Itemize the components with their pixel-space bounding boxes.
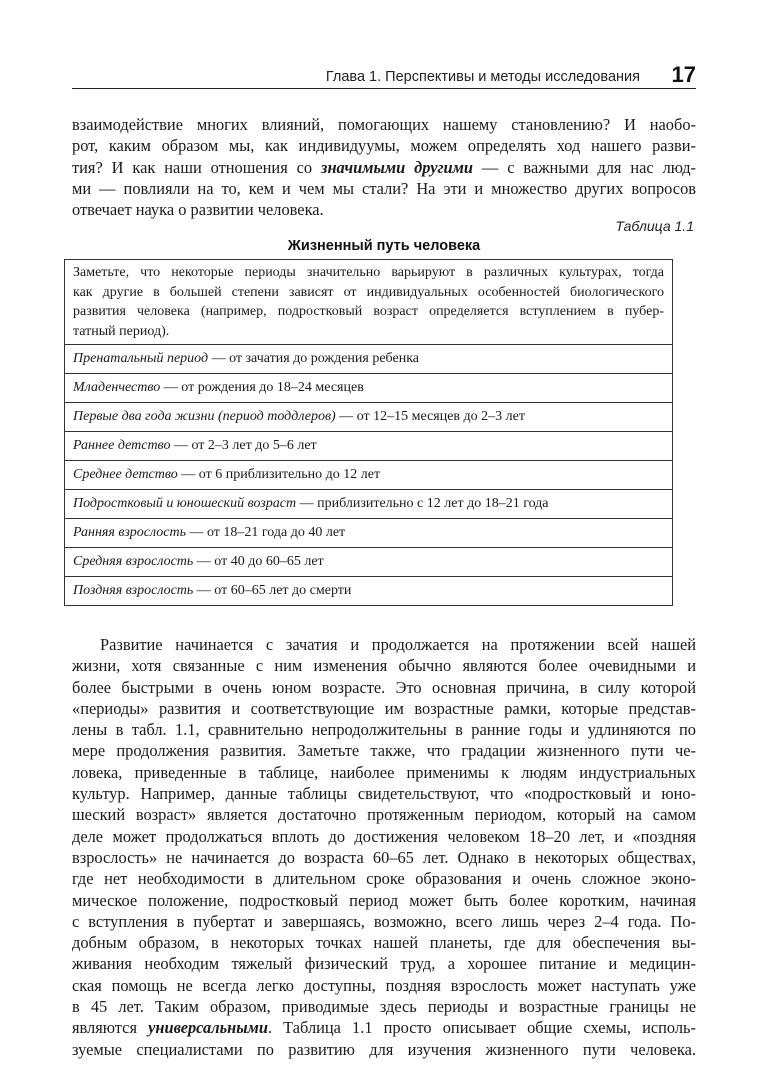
running-header	[72, 56, 696, 89]
table-row	[65, 345, 673, 374]
period-desc: — от 12–15 месяцев до 2–3 лет	[335, 409, 525, 424]
period-term: Подростковый и юношеский возраст	[73, 496, 297, 511]
term-significant-others: значимыми другими	[321, 157, 473, 177]
table-row	[65, 577, 673, 606]
text-line: культур. Например, данные таблицы свидетельствуют, что «подростковый и юно-	[72, 784, 696, 804]
period-term: Поздняя взрослость	[73, 583, 194, 598]
text-line: ловека, приведенные в таблице, наиболее применимы к людям индустриальных	[72, 762, 696, 782]
note-line: как другие в большей степени зависят от индивидуальных особенностей биологического	[73, 284, 664, 300]
text-line: деле может продолжаться вплоть до достижения человеком 18–20 лет, и «поздняя	[72, 826, 696, 846]
text-line: с вступления в пубертат и завершаясь, возможно, всего лишь через 2–4 года. По-	[72, 911, 696, 931]
table-row	[65, 519, 673, 548]
period-term: Первые два года жизни (период тоддлеров)	[73, 409, 336, 424]
text-line: «периоды» развития и соответствующие им возрастные рамки, которые представ-	[72, 698, 696, 718]
table-cell	[65, 519, 673, 548]
body-paragraph	[72, 634, 696, 1060]
period-desc: — от 6 приблизительно до 12 лет	[177, 467, 381, 482]
table-row	[65, 548, 673, 577]
table-row	[65, 490, 673, 519]
chapter-title: Глава 1. Перспективы и методы исследования	[325, 69, 640, 85]
table-cell	[65, 461, 673, 490]
period-desc: — приблизительно с 12 лет до 18–21 года	[296, 496, 549, 511]
table-note-row	[65, 260, 673, 345]
text-line: мическое положение, подростковый период может быть более коротким, начиная	[72, 890, 696, 910]
text-line: зуемые специалистами по развитию для изучения жизненного пути человека.	[72, 1039, 696, 1059]
text-line: в 45 лет. Таким образом, приводимые здесь периоды и возрастные границы не	[72, 997, 696, 1017]
table-row	[65, 374, 673, 403]
note-line: развития человека (например, подростковый возраст определяется вступлением в пубер-	[73, 304, 664, 319]
text-line: рот, каким образом мы, как индивидуумы, можем определять ход нашего разви-	[72, 136, 696, 156]
table-cell	[65, 345, 673, 374]
period-desc: — от рождения до 18–24 месяцев	[160, 380, 364, 395]
period-desc: — от 40 до 60–65 лет	[193, 554, 324, 569]
period-term: Среднее детство	[73, 467, 178, 482]
page-number: 17	[671, 62, 696, 87]
table-title: Жизненный путь человека	[287, 238, 481, 254]
text-line: мере продолжения развития. Заметьте также, что градации жизненного пути че-	[72, 741, 696, 761]
term-universal: универсальными	[148, 1018, 268, 1038]
text-line: взрослость» не начинается до возраста 60–65 лет. Однако в некоторых обществах,	[72, 847, 696, 867]
table-row	[65, 403, 673, 432]
period-term: Младенчество	[73, 380, 161, 395]
note-line: татный период).	[73, 323, 170, 339]
text-line: взаимодействие многих влияний, помогающих нашему становлению? И наобо-	[72, 115, 696, 134]
text-line: жизни, хотя связанные с ним изменения обычно являются более очевидными и	[72, 656, 696, 676]
text-line: ми — повлияли на то, кем и чем мы стали? На эти и множество других вопросов	[72, 178, 696, 198]
period-term: Раннее детство	[73, 438, 171, 453]
period-desc: — от зачатия до рождения ребенка	[208, 351, 420, 366]
text-line: живания необходим тяжелый физический труд, а хорошее питание и медицин-	[72, 954, 696, 974]
text-line: отвечает наука о развитии человека.	[72, 200, 324, 220]
table-note	[65, 260, 673, 345]
life-span-table	[64, 259, 673, 606]
text-line: ская помощь не всегда легко доступны, поздняя взрослость может наступать уже	[72, 975, 696, 995]
table-cell	[65, 577, 673, 606]
table-cell	[65, 432, 673, 461]
period-term: Ранняя взрослость	[73, 525, 186, 540]
table-cell	[65, 374, 673, 403]
note-line: Заметьте, что некоторые периоды значительно варьируют в различных культурах, тогда	[73, 265, 664, 280]
text-line: лены в табл. 1.1, сравнительно непродолжительны в ранние годы и удлиняются по	[72, 720, 696, 740]
text-line: более быстрыми в очень юном возрасте. Это основная причина, в силу которой	[72, 677, 696, 697]
table-row	[65, 461, 673, 490]
text-line: являются универсальными. Таблица 1.1 просто описывает общие схемы, исполь-	[72, 1018, 696, 1038]
period-term: Средняя взрослость	[73, 554, 194, 569]
text-line: Развитие начинается с зачатия и продолжается на протяжении всей нашей	[100, 635, 696, 654]
intro-paragraph	[72, 114, 696, 220]
text-line: добным образом, в некоторых точках нашей планеты, где для обеспечения вы-	[72, 933, 696, 953]
period-desc: — от 60–65 лет до смерти	[193, 583, 352, 598]
table-number: Таблица 1.1	[615, 218, 694, 234]
table-row	[65, 432, 673, 461]
text-line: тия? И как наши отношения со значимыми другими — с важными для нас люд-	[72, 157, 696, 177]
period-term: Пренатальный период	[73, 351, 209, 366]
table-cell	[65, 490, 673, 519]
table-cell	[65, 403, 673, 432]
table-cell	[65, 548, 673, 577]
period-desc: — от 2–3 лет до 5–6 лет	[170, 438, 317, 453]
text-line: шеский возраст» является достаточно протяженным периодом, который на самом	[72, 805, 696, 825]
text-line: где нет необходимости в длительном сроке образования и очень сложное эконо-	[72, 869, 696, 889]
period-desc: — от 18–21 года до 40 лет	[185, 525, 346, 540]
